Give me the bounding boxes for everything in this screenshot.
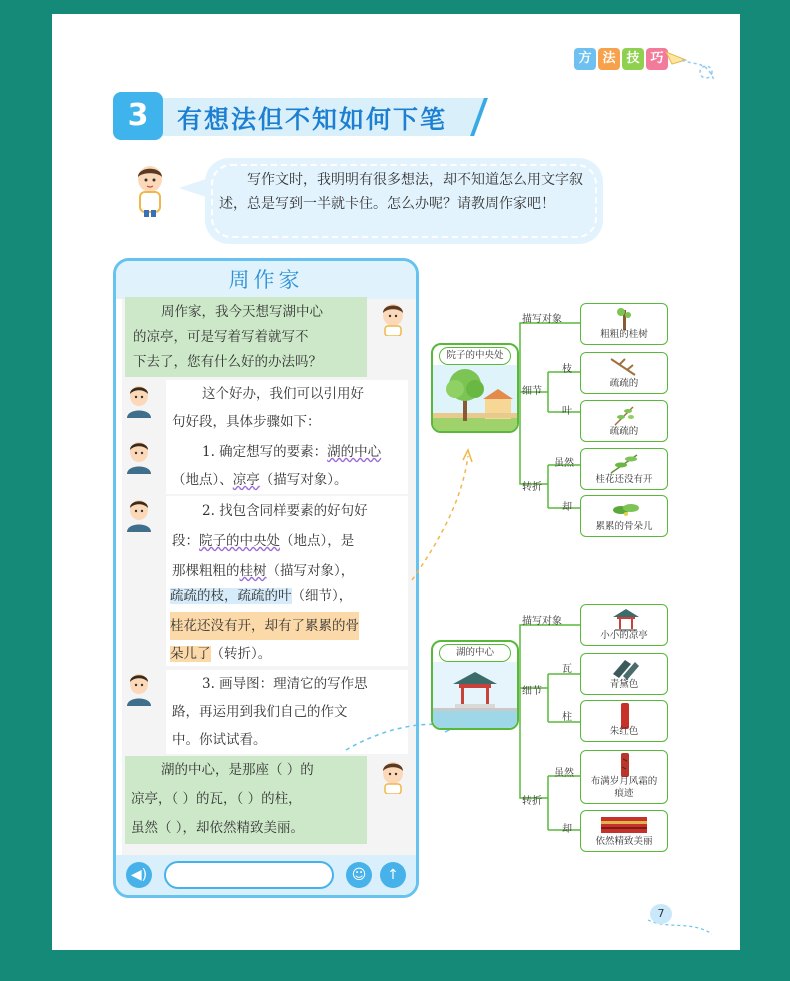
mindmap2-root: 湖的中心 [431,640,519,730]
chat-title: 周作家 [116,261,416,299]
chat-message-writer-step3: 3. 画导图：理清它的写作思 路，再运用到我们自己的作文 中。你试试看。 [166,670,408,754]
section-header [113,92,485,142]
mindmap1-turn-box-2: 累累的骨朵儿 [580,495,668,537]
tag-char-2: 法 [598,48,620,70]
mindmap1-branch-object: 描写对象 [522,314,562,325]
chat-message-writer-1: 这个好办，我们可以引用好 句好段，具体步骤如下： [166,380,408,438]
writer-avatar [124,384,154,418]
mindmap2-branch-detail: 细节 [522,686,542,697]
mindmap1-turn-label-2: 却 [562,502,572,513]
mindmap1-detail-label-1: 枝 [562,364,572,375]
student-chat-avatar [378,302,408,336]
weathered-pillar-icon [619,753,631,777]
twig-icon [609,355,639,379]
emoji-icon[interactable]: ☺ [346,862,372,888]
mindmap2-turn-box-1: 布满岁月风霜的痕迹 [580,750,668,804]
method-tips-tag [574,48,668,70]
mindmap1-object-box: 粗粗的桂树 [580,303,668,345]
writer-avatar [124,440,154,474]
mindmap2-object-box: 小小的凉亭 [580,604,668,646]
mindmap2-turn-box-2: 依然精致美丽 [580,810,668,852]
send-arrow-icon[interactable]: ↑ [380,862,406,888]
roof-tile-icon [611,656,641,680]
mindmap2-detail-label-2: 柱 [562,712,572,723]
page-number: 7 [650,904,672,924]
leaf-cluster-icon [611,498,641,522]
tag-char-4: 巧 [646,48,668,70]
chat-message-student-practice: 湖的中心，是那座（ ）的 凉亭，（ ）的瓦，（ ）的柱， 虽然（ ），却依然精致美丽。 [125,756,367,844]
student-avatar [132,164,168,218]
mindmap1-branch-detail: 细节 [522,386,542,397]
mindmap1-detail-box-2: 疏疏的 [580,400,668,442]
mindmap2-turn-label-2: 却 [562,824,572,835]
student-chat-avatar [378,760,408,794]
mindmap1-turn-label-1: 虽然 [554,458,574,469]
mindmap2-branch-turn: 转折 [522,796,542,807]
chat-input[interactable] [164,861,334,889]
mindmap1-branch-turn: 转折 [522,482,542,493]
mindmap2-branch-object: 描写对象 [522,616,562,627]
question-bubble [205,158,603,244]
chat-message-writer-step2-detail: 疏疏的枝，疏疏的叶（细节）， 桂花还没有开，却有了累累的骨 朵儿了（转折）。 [170,588,359,662]
mindmap1-turn-box-1: 桂花还没有开 [580,448,668,490]
budding-branch-icon [609,451,641,475]
chat-message-writer-step2: 2. 找包含同样要素的好句好 段：院子的中央处（地点），是 那棵粗粗的桂树（描写对象）， [166,496,408,666]
section-title: 有想法但不知如何下笔 [177,105,448,134]
mindmap1-detail-label-2: 叶 [562,406,572,417]
chat-message-writer-step1: 1. 确定想写的要素：湖的中心 （地点）、凉亭（描写对象）。 [166,438,408,494]
ornate-beam-icon [601,815,647,835]
paper-plane-icon [662,46,718,92]
tag-char-1: 方 [574,48,596,70]
voice-icon[interactable]: ◀) [126,862,152,888]
chat-footer [116,855,416,895]
leaf-sprig-icon [611,403,639,427]
tree-yard-illustration [433,365,517,433]
tag-char-3: 技 [622,48,644,70]
writer-avatar [124,672,154,706]
mindmap1-detail-box-1: 疏疏的 [580,352,668,394]
mindmap2-detail-box-1: 青黛色 [580,653,668,695]
mindmap2-detail-label-1: 瓦 [562,664,572,675]
mindmap2-detail-box-2: 朱红色 [580,700,668,742]
section-number: 3 [113,92,163,140]
mindmap2-turn-label-1: 虽然 [554,768,574,779]
tree-branch-icon [613,306,635,330]
lake-pavilion-illustration [433,662,517,730]
mindmap1-root: 院子的中央处 [431,343,519,433]
question-text: 写作文时，我明明有很多想法，却不知道怎么用文字叙述，总是写到一半就卡住。怎么办呢？请教周作家吧！ [219,172,583,212]
chat-message-student-1: 周作家，我今天想写湖中心 的凉亭，可是写着写着就写不 下去了，您有什么好的办法吗？ [125,297,367,377]
writer-avatar [124,498,154,532]
